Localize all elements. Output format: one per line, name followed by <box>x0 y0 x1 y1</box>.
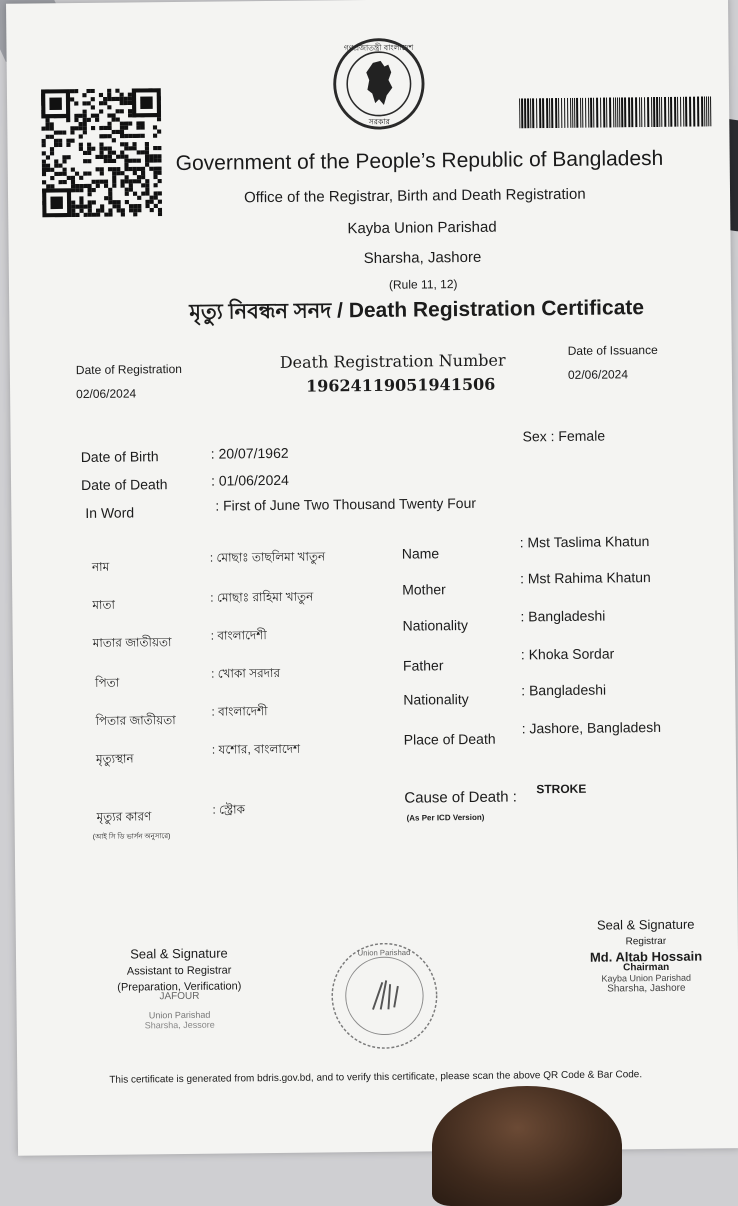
place-of-death-value: : Jashore, Bangladesh <box>521 718 662 737</box>
seal-emblem-icon <box>373 980 398 1009</box>
bangladesh-emblem <box>330 33 427 134</box>
emblem-bottom-text: সরকার <box>368 117 390 127</box>
registrar-district: Sharsha, Jashore <box>607 982 686 995</box>
registration-number-value: 19624119051941506 <box>305 374 496 396</box>
registrar-role: Registrar <box>625 935 667 948</box>
certificate-title: মৃত্যু নিবন্ধন সনদ / Death Registration Certificate <box>189 296 645 324</box>
bn-father-value: : খোকা সরদার <box>210 665 281 681</box>
registrar-seal-title: Seal & Signature <box>596 916 695 933</box>
assistant-role: Assistant to Registrar <box>126 964 232 978</box>
birth-date-label: Date of Birth <box>80 448 159 466</box>
mother-nationality-value: : Bangladeshi <box>520 607 606 625</box>
bn-place-value: : যশোর, বাংলাদেশ <box>211 741 301 757</box>
registration-date-label: Date of Registration <box>75 361 182 378</box>
bn-father-nationality-value: : বাংলাদেশী <box>211 704 268 719</box>
mother-nationality-label: Nationality <box>402 616 469 634</box>
in-word-value: : First of June Two Thousand Twenty Four <box>215 494 477 514</box>
bn-cause-value: : স্ট্রোক <box>212 802 246 817</box>
father-nationality-value: : Bangladeshi <box>521 681 607 699</box>
emblem-top-text: গণপ্রজাতন্ত্রী বাংলাদেশ <box>343 42 414 53</box>
registrar-name: Md. Altab Hossain <box>589 948 703 965</box>
cause-value: STROKE <box>536 781 587 797</box>
round-seal-text: Union Parishad <box>357 947 411 958</box>
birth-date-value: : 20/07/1962 <box>210 444 289 462</box>
assistant-stamp-district: Sharsha, Jessore <box>144 1019 215 1031</box>
bn-place-label: মৃত্যুস্থান <box>95 751 134 766</box>
name-value: : Mst Taslima Khatun <box>519 533 650 551</box>
district-name: Sharsha, Jashore <box>363 248 482 268</box>
barcode <box>519 96 713 128</box>
sex-field: Sex : Female <box>522 427 606 445</box>
name-label: Name <box>401 545 440 562</box>
cause-note: (As Per ICD Version) <box>406 812 485 823</box>
finger-in-frame <box>432 1086 622 1206</box>
assistant-seal-title: Seal & Signature <box>130 945 228 962</box>
bn-mother-nationality-label: মাতার জাতীয়তা <box>92 635 172 650</box>
registration-date-value: 02/06/2024 <box>76 386 137 402</box>
bn-mother-nationality-value: : বাংলাদেশী <box>210 628 267 643</box>
in-word-label: In Word <box>85 504 135 521</box>
mother-value: : Mst Rahima Khatun <box>519 569 651 587</box>
bn-cause-note: (আই সি ডি ভার্সন অনুসারে) <box>92 833 171 841</box>
bn-name-label: নাম <box>91 559 110 574</box>
father-nationality-label: Nationality <box>403 690 469 708</box>
cause-label: Cause of Death : <box>404 788 518 807</box>
death-date-label: Date of Death <box>80 476 168 494</box>
bn-father-nationality-label: পিতার জাতীয়তা <box>95 713 176 728</box>
registration-number-label: Death Registration Number <box>279 350 506 372</box>
father-value: : Khoka Sordar <box>520 645 615 663</box>
death-date-value: : 01/06/2024 <box>210 471 289 489</box>
assistant-stamp-union: Union Parishad <box>148 1009 211 1021</box>
bn-name-value: : মোছাঃ তাছলিমা খাতুন <box>209 549 326 565</box>
assistant-stamp-name: JAFOUR <box>159 990 200 1003</box>
bn-mother-value: : মোছাঃ রাহিমা খাতুন <box>210 589 314 605</box>
father-label: Father <box>402 657 444 674</box>
assistant-purpose: (Preparation, Verification) <box>117 980 242 994</box>
bn-father-label: পিতা <box>95 675 120 690</box>
union-name: Kayba Union Parishad <box>347 218 497 238</box>
bn-mother-label: মাতা <box>92 597 116 612</box>
verification-footer: This certificate is generated from bdris.gov.bd, and to verify this certificate, please scan the above QR Code & Bar Code. <box>109 1069 643 1086</box>
mother-label: Mother <box>402 581 446 598</box>
issuance-date-label: Date of Issuance <box>567 342 658 358</box>
qr-code <box>41 88 162 217</box>
registrar-union: Kayba Union Parishad <box>601 972 692 984</box>
issuance-date-value: 02/06/2024 <box>567 367 629 382</box>
office-title: Office of the Registrar, Birth and Death Registration <box>243 185 586 207</box>
registrar-designation: Chairman <box>623 961 670 974</box>
assistant-seal-block <box>104 945 255 1031</box>
registrar-seal-block <box>556 916 737 995</box>
place-of-death-label: Place of Death <box>403 730 496 748</box>
rule-reference: (Rule 11, 12) <box>388 277 458 292</box>
certificate-paper <box>6 0 738 1156</box>
union-round-seal <box>326 937 443 1054</box>
government-title: Government of the People’s Republic of Bangladesh <box>175 146 664 176</box>
bn-cause-label: মৃত্যুর কারণ <box>96 809 152 824</box>
